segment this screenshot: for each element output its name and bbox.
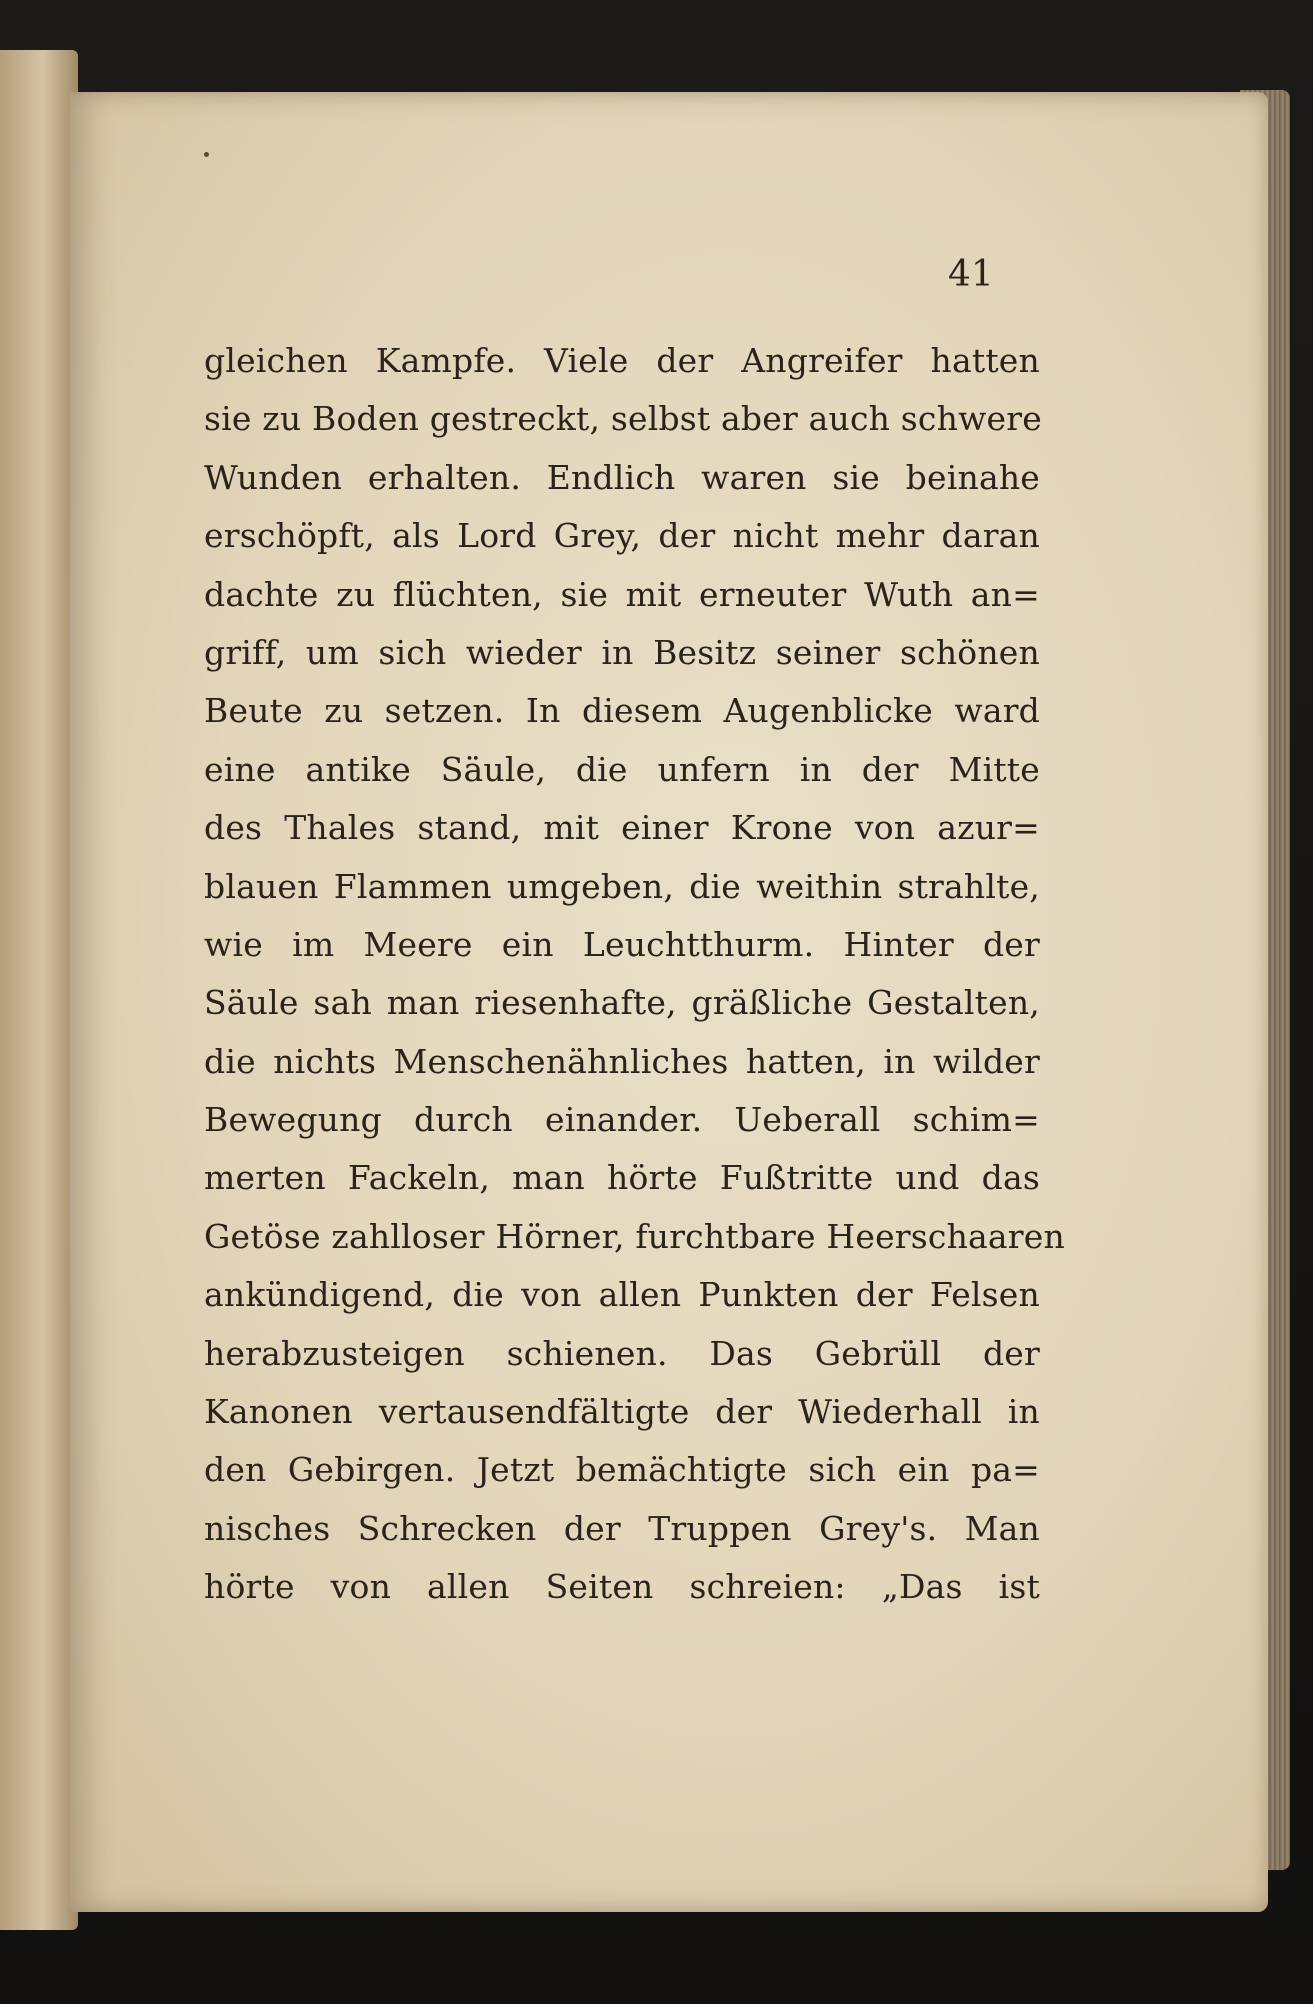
text-line: blauen Flammen umgeben, die weithin strahlte, — [204, 866, 1040, 906]
book-page — [70, 92, 1268, 1912]
text-line: gleichen Kampfe. Viele der Angreifer hatten — [204, 341, 1040, 380]
text-line: merten Fackeln, man hörte Fußtritte und das — [204, 1158, 1040, 1198]
page-number: 41 — [948, 254, 994, 295]
text-line: Beute zu setzen. In diesem Augenblicke ward — [204, 691, 1040, 731]
text-line: ankündigend, die von allen Punkten der Felsen — [204, 1275, 1040, 1315]
text-line: hörte von allen Seiten schreien: „Das ist — [204, 1567, 1040, 1607]
text-line: Säule sah man riesenhafte, gräßliche Gestalten, — [204, 983, 1040, 1023]
text-line: Kanonen vertausendfältigte der Wiederhall in — [204, 1392, 1040, 1432]
text-line: des Thales stand, mit einer Krone von azur= — [204, 808, 1040, 848]
text-line: dachte zu flüchten, sie mit erneuter Wuth an= — [204, 574, 1040, 614]
text-line: sie zu Boden gestreckt, selbst aber auch schwere — [204, 399, 1042, 439]
text-line: erschöpft, als Lord Grey, der nicht mehr daran — [204, 516, 1040, 556]
text-line: den Gebirgen. Jetzt bemächtigte sich ein pa= — [204, 1450, 1040, 1490]
text-line: Getöse zahlloser Hörner, furchtbare Heerschaaren — [204, 1216, 1065, 1256]
book-binding — [0, 50, 78, 1930]
text-line: herabzusteigen schienen. Das Gebrüll der — [204, 1333, 1040, 1373]
text-line: Wunden erhalten. Endlich waren sie beinahe — [204, 457, 1040, 497]
text-line: die nichts Menschenähnliches hatten, in wilder — [204, 1041, 1040, 1081]
text-line: Bewegung durch einander. Ueberall schim= — [204, 1100, 1040, 1140]
text-line: nisches Schrecken der Truppen Grey's. Man — [204, 1508, 1040, 1548]
ink-speck — [204, 152, 209, 157]
text-line: griff, um sich wieder in Besitz seiner schönen — [204, 632, 1040, 672]
text-line: wie im Meere ein Leuchtthurm. Hinter der — [204, 924, 1040, 964]
text-line: eine antike Säule, die unfern in der Mitte — [204, 749, 1040, 789]
page-body-text — [204, 332, 1065, 1617]
